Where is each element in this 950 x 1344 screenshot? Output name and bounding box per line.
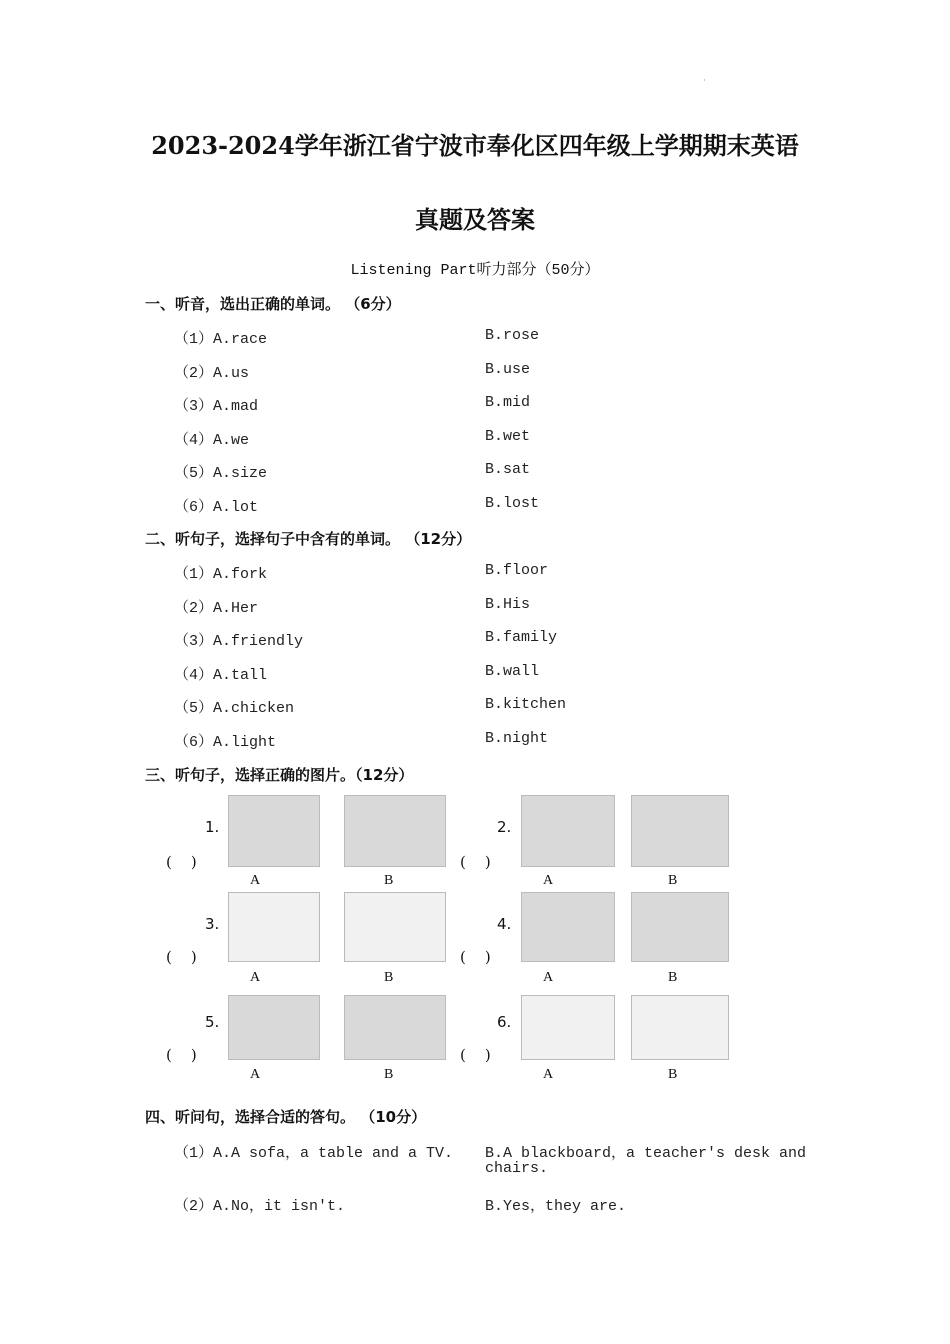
picture-option-a bbox=[521, 995, 615, 1060]
option-a: （6）A.lot bbox=[174, 499, 259, 516]
picture-label-a: A bbox=[543, 970, 554, 985]
question-number: 3. bbox=[205, 915, 220, 933]
option-b: B.wall bbox=[485, 662, 540, 680]
picture-label-a: A bbox=[250, 1067, 261, 1082]
option-a: （1）A.race bbox=[174, 331, 268, 348]
picture-option-b bbox=[344, 995, 446, 1060]
option-b: B.kitchen bbox=[485, 696, 567, 714]
picture-label-a: A bbox=[250, 970, 261, 985]
section-3-heading: 三、听句子，选择正确的图片。（12分） bbox=[145, 766, 414, 784]
option-a: （5）A.chicken bbox=[174, 700, 295, 718]
question-number: 6. bbox=[497, 1013, 512, 1031]
picture-option-b bbox=[631, 795, 729, 867]
answer-blank[interactable]: ( ) bbox=[460, 1046, 491, 1064]
option-a: （1）A.fork bbox=[174, 566, 268, 583]
option-b: B.lost bbox=[485, 495, 540, 512]
picture-label-a: A bbox=[250, 873, 261, 888]
picture-label-b: B bbox=[384, 1067, 394, 1082]
question-number: 4. bbox=[497, 915, 512, 933]
section-4-heading: 四、听问句，选择合适的答句。 （10分） bbox=[145, 1108, 427, 1126]
picture-option-b bbox=[631, 995, 729, 1060]
option-b: B.rose bbox=[485, 327, 540, 344]
doc-title-line1: 2023-2024学年浙江省宁波市奉化区四年级上学期期末英语 bbox=[151, 131, 799, 160]
picture-label-b: B bbox=[668, 1067, 678, 1082]
picture-label-a: A bbox=[543, 873, 554, 888]
option-a: （2）A.Her bbox=[174, 599, 259, 617]
option-a: （2）A.No，it isn't. bbox=[174, 1198, 346, 1215]
option-b: B.Yes，they are. bbox=[485, 1198, 627, 1215]
picture-option-a bbox=[521, 892, 615, 962]
question-number: 5. bbox=[205, 1013, 220, 1031]
answer-blank[interactable]: ( ) bbox=[166, 948, 197, 966]
picture-option-a bbox=[521, 795, 615, 867]
picture-label-b: B bbox=[384, 873, 394, 888]
option-b: B.floor bbox=[485, 562, 549, 579]
question-number: 1. bbox=[205, 818, 220, 836]
section-2-heading: 二、听句子，选择句子中含有的单词。 （12分） bbox=[145, 530, 472, 548]
question-number: 2. bbox=[497, 818, 512, 836]
picture-label-a: A bbox=[543, 1067, 554, 1082]
doc-title-line2: 真题及答案 bbox=[415, 205, 535, 234]
picture-option-b bbox=[631, 892, 729, 962]
picture-option-a bbox=[228, 995, 320, 1060]
picture-label-b: B bbox=[384, 970, 394, 985]
stray-mark: · bbox=[703, 76, 706, 85]
option-a: （4）A.we bbox=[174, 431, 250, 449]
option-a: （3）A.mad bbox=[174, 398, 259, 416]
option-a: （5）A.size bbox=[174, 465, 268, 483]
picture-label-b: B bbox=[668, 873, 678, 888]
picture-option-b bbox=[344, 795, 446, 867]
option-b: B.mid bbox=[485, 394, 531, 412]
option-a: （2）A.us bbox=[174, 364, 250, 382]
option-b: B.wet bbox=[485, 427, 531, 445]
picture-option-b bbox=[344, 892, 446, 962]
option-b: B.use bbox=[485, 360, 531, 378]
option-b: B.His bbox=[485, 595, 531, 613]
option-b: B.family bbox=[485, 629, 558, 647]
option-b: B.night bbox=[485, 730, 549, 747]
picture-option-a bbox=[228, 892, 320, 962]
option-b: B.A blackboard，a teacher's desk and bbox=[485, 1145, 807, 1162]
option-a: （4）A.tall bbox=[174, 666, 268, 684]
section-1-heading: 一、听音，选出正确的单词。 （6分） bbox=[145, 295, 401, 313]
answer-blank[interactable]: ( ) bbox=[166, 853, 197, 871]
option-a: （1）A.A sofa，a table and a TV. bbox=[174, 1145, 454, 1162]
option-b: B.sat bbox=[485, 461, 531, 479]
option-a: （3）A.friendly bbox=[174, 633, 304, 651]
option-a: （6）A.light bbox=[174, 734, 277, 751]
answer-blank[interactable]: ( ) bbox=[166, 1046, 197, 1064]
picture-option-a bbox=[228, 795, 320, 867]
picture-label-b: B bbox=[668, 970, 678, 985]
subtitle: Listening Part听力部分（50分） bbox=[350, 262, 600, 279]
answer-blank[interactable]: ( ) bbox=[460, 853, 491, 871]
option-b-cont: chairs. bbox=[485, 1160, 549, 1177]
answer-blank[interactable]: ( ) bbox=[460, 948, 491, 966]
